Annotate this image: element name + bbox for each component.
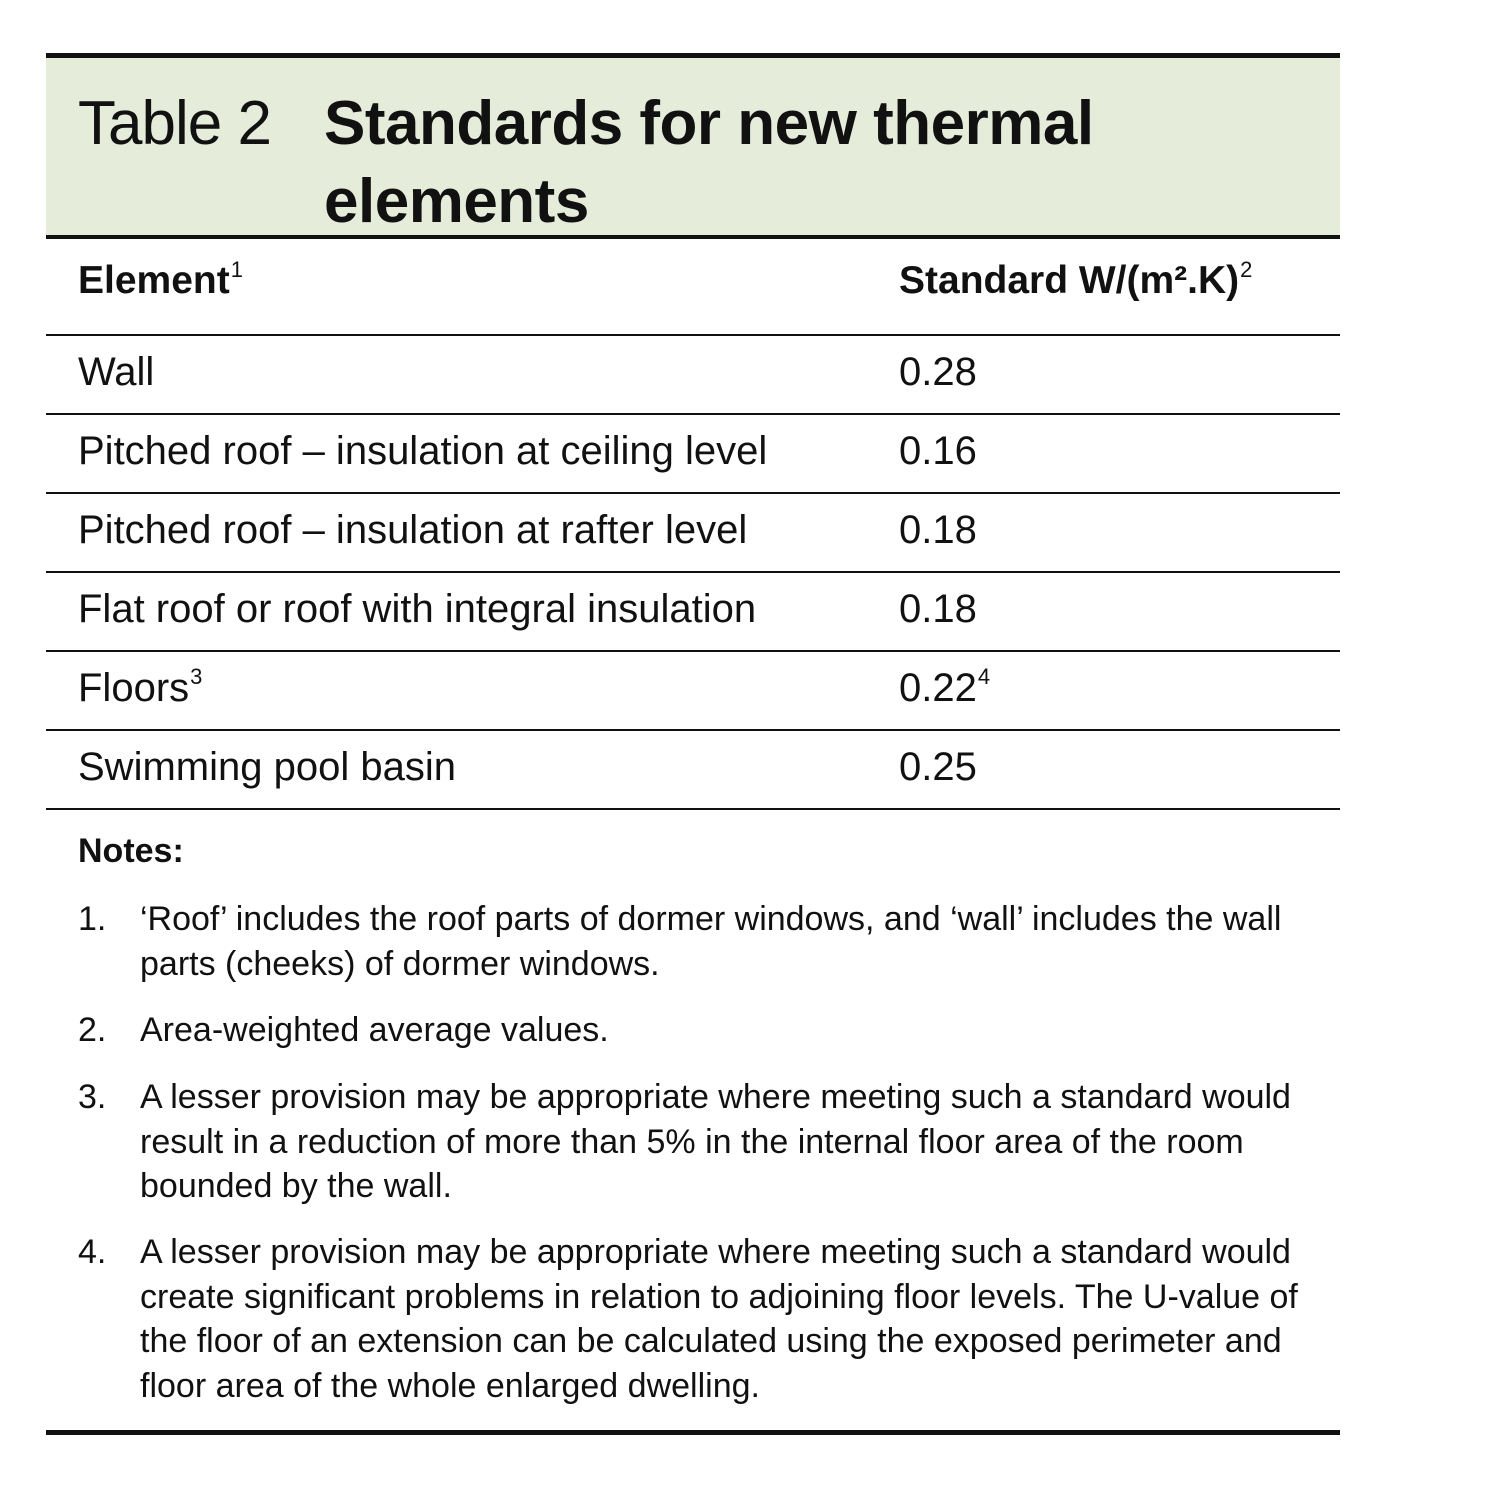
row-element-text: Floors bbox=[78, 666, 190, 710]
note-text: A lesser provision may be appropriate where meeting such a standard would result in a reduction of more than 5% in the internal floor area of the room bounded by the wall. bbox=[140, 1078, 1291, 1205]
note-item bbox=[78, 1230, 1318, 1408]
table-number: Table 2 bbox=[78, 89, 271, 158]
table-row bbox=[46, 494, 1340, 573]
row-element-text: Pitched roof – insulation at rafter level bbox=[78, 508, 748, 552]
notes-section bbox=[46, 810, 1340, 1435]
row-value-text: 0.22 bbox=[899, 666, 977, 710]
row-element bbox=[78, 429, 767, 474]
row-value-text: 0.28 bbox=[899, 350, 977, 394]
row-element-text: Pitched roof – insulation at ceiling level bbox=[78, 429, 768, 473]
row-value-footnote: 4 bbox=[977, 664, 991, 689]
row-value-text: 0.16 bbox=[899, 429, 977, 473]
row-element bbox=[78, 350, 154, 395]
table-title-block bbox=[46, 53, 1340, 239]
row-value bbox=[899, 508, 977, 553]
row-element-footnote: 3 bbox=[190, 664, 203, 689]
note-text: A lesser provision may be appropriate where meeting such a standard would create significant problems in relation to adjoining floor levels. The U-value of the floor of an extension can be calculated using the exposed perimeter and floor area of the whole enlarged dwelling. bbox=[140, 1233, 1298, 1405]
table-header-row bbox=[46, 239, 1340, 336]
row-element-text: Flat roof or roof with integral insulation bbox=[78, 587, 757, 631]
row-value bbox=[899, 587, 977, 632]
standards-table bbox=[46, 53, 1340, 1435]
table-row bbox=[46, 731, 1340, 810]
row-element-text: Wall bbox=[78, 350, 155, 394]
row-value bbox=[899, 666, 990, 711]
row-element-text: Swimming pool basin bbox=[78, 745, 456, 789]
header-standard bbox=[899, 259, 1252, 303]
row-value bbox=[899, 429, 977, 474]
table-row bbox=[46, 652, 1340, 731]
table-row bbox=[46, 573, 1340, 652]
table-row bbox=[46, 336, 1340, 415]
note-number: 3. bbox=[78, 1078, 107, 1116]
row-value bbox=[899, 745, 977, 790]
row-element bbox=[78, 508, 747, 553]
header-standard-label: Standard W/(m².K) bbox=[899, 259, 1240, 302]
row-element bbox=[78, 587, 756, 632]
note-text: Area-weighted average values. bbox=[140, 1011, 609, 1049]
note-item bbox=[78, 1075, 1318, 1209]
row-value-text: 0.18 bbox=[899, 587, 977, 631]
note-item bbox=[78, 1008, 1318, 1053]
header-element-label: Element bbox=[78, 259, 230, 302]
note-number: 1. bbox=[78, 900, 107, 938]
header-element bbox=[78, 259, 243, 303]
note-number: 4. bbox=[78, 1233, 107, 1271]
header-standard-footnote: 2 bbox=[1240, 257, 1253, 282]
note-text: ‘Roof’ includes the roof parts of dormer windows, and ‘wall’ includes the wall parts (cheeks) of dormer windows. bbox=[140, 900, 1282, 983]
row-element bbox=[78, 666, 202, 711]
row-value bbox=[899, 350, 977, 395]
row-value-text: 0.18 bbox=[899, 508, 977, 552]
notes-title: Notes: bbox=[78, 832, 184, 870]
note-number: 2. bbox=[78, 1011, 107, 1049]
note-item bbox=[78, 897, 1318, 986]
row-value-text: 0.25 bbox=[899, 745, 977, 789]
header-element-footnote: 1 bbox=[230, 257, 243, 282]
table-row bbox=[46, 415, 1340, 494]
table-title: Standards for new thermal elements bbox=[324, 89, 1094, 236]
row-element bbox=[78, 745, 456, 790]
